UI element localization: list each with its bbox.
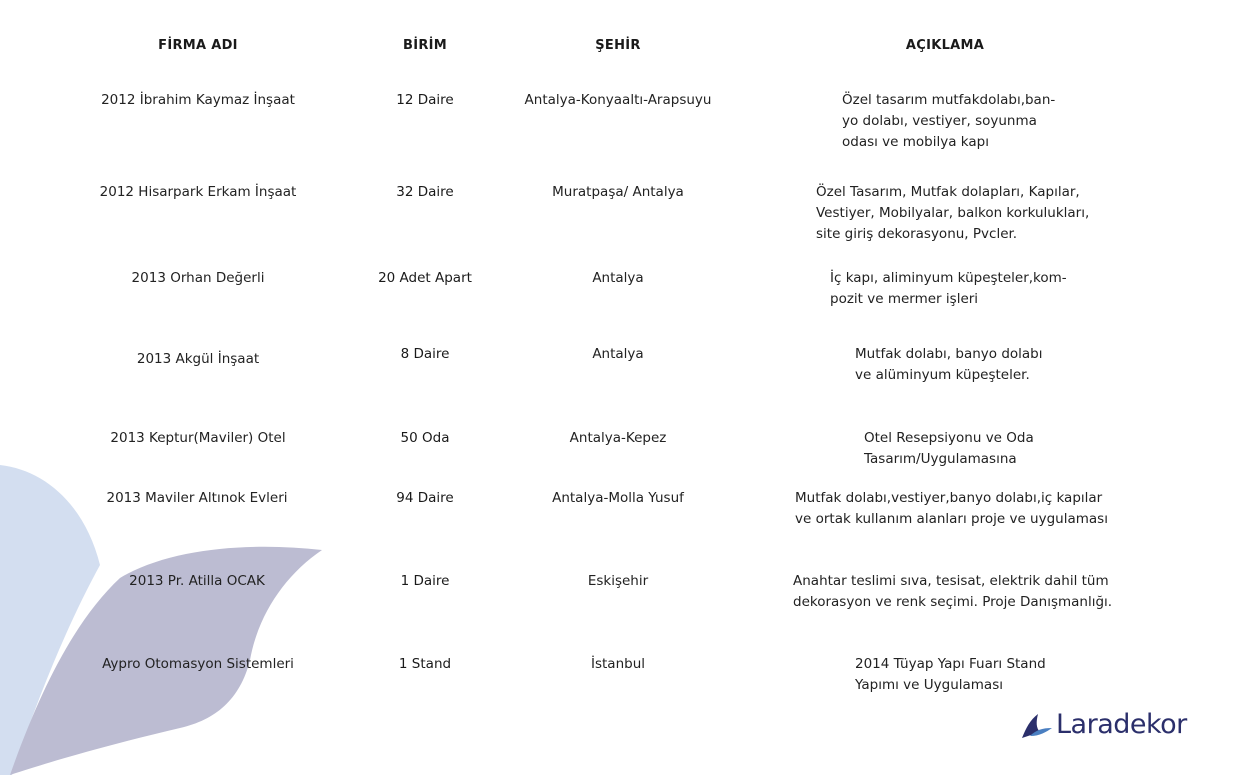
row-4-birim: 8 Daire: [400, 346, 450, 362]
header-birim: BİRİM: [402, 38, 448, 53]
row-2-firma: 2012 Hisarpark Erkam İnşaat: [99, 184, 297, 200]
row-8-firma: Aypro Otomasyon Sistemleri: [102, 656, 294, 672]
brand-logo: [1020, 708, 1187, 742]
row-6-sehir: Antalya-Molla Yusuf: [552, 490, 684, 506]
row-7-aciklama-line-1: Anahtar teslimi sıva, tesisat, elektrik dahil tüm: [793, 573, 1109, 589]
row-7-firma: 2013 Pr. Atilla OCAK: [129, 573, 265, 589]
header-aciklama: AÇIKLAMA: [905, 38, 985, 53]
row-2-aciklama-line-2: Vestiyer, Mobilyalar, balkon korkulukları,: [816, 205, 1090, 221]
row-7-sehir: Eskişehir: [587, 573, 649, 589]
row-1-birim: 12 Daire: [396, 92, 454, 108]
row-1-aciklama-line-3: odası ve mobilya kapı: [842, 134, 989, 150]
row-1-aciklama-line-2: yo dolabı, vestiyer, soyunma: [842, 113, 1037, 129]
row-2-sehir: Muratpaşa/ Antalya: [552, 184, 684, 200]
row-5-sehir: Antalya-Kepez: [569, 430, 667, 446]
row-6-aciklama-line-1: Mutfak dolabı,vestiyer,banyo dolabı,iç kapılar: [795, 490, 1103, 506]
row-7-birim: 1 Daire: [400, 573, 450, 589]
row-6-aciklama: [795, 488, 1108, 530]
row-6-firma: 2013 Maviler Altınok Evleri: [106, 490, 288, 506]
bird-wing-icon: [1020, 708, 1054, 742]
row-3-sehir: Antalya: [592, 270, 644, 286]
row-7-aciklama-line-2: dekorasyon ve renk seçimi. Proje Danışmanlığı.: [793, 594, 1113, 610]
row-5-aciklama: [864, 428, 1034, 470]
row-7-aciklama: [793, 571, 1112, 613]
row-6-birim: 94 Daire: [396, 490, 454, 506]
row-2-aciklama-line-1: Özel Tasarım, Mutfak dolapları, Kapılar,: [816, 184, 1080, 200]
row-1-firma: 2012 İbrahim Kaymaz İnşaat: [101, 92, 295, 108]
row-3-firma: 2013 Orhan Değerli: [131, 270, 265, 286]
row-8-sehir: İstanbul: [590, 656, 646, 672]
row-3-aciklama-line-2: pozit ve mermer işleri: [830, 291, 979, 307]
row-1-sehir: Antalya-Konyaaltı-Arapsuyu: [524, 92, 712, 108]
row-3-aciklama-line-1: İç kapı, aliminyum küpeşteler,kom-: [830, 270, 1067, 286]
row-4-aciklama: [855, 344, 1043, 386]
row-2-aciklama-line-3: site giriş dekorasyonu, Pvcler.: [816, 226, 1018, 242]
row-8-aciklama: [855, 654, 1046, 696]
brand-logo-text: Laradekor: [1056, 709, 1187, 740]
row-5-birim: 50 Oda: [400, 430, 450, 446]
header-firma: FİRMA ADI: [158, 38, 238, 53]
header-sehir: ŞEHİR: [595, 38, 641, 53]
row-8-aciklama-line-2: Yapımı ve Uygulaması: [855, 677, 1003, 693]
row-4-firma: 2013 Akgül İnşaat: [136, 351, 260, 367]
row-4-aciklama-line-1: Mutfak dolabı, banyo dolabı: [855, 346, 1043, 362]
row-2-aciklama: [816, 182, 1089, 245]
row-8-aciklama-line-1: 2014 Tüyap Yapı Fuarı Stand: [855, 656, 1046, 672]
row-2-birim: 32 Daire: [396, 184, 454, 200]
row-5-aciklama-line-1: Otel Resepsiyonu ve Oda: [864, 430, 1034, 446]
row-5-aciklama-line-2: Tasarım/Uygulamasına: [864, 451, 1017, 467]
row-4-aciklama-line-2: ve alüminyum küpeşteler.: [855, 367, 1030, 383]
row-5-firma: 2013 Keptur(Maviler) Otel: [110, 430, 286, 446]
row-4-sehir: Antalya: [592, 346, 644, 362]
row-3-aciklama: [830, 268, 1067, 310]
row-1-aciklama-line-1: Özel tasarım mutfakdolabı,ban-: [842, 92, 1056, 108]
row-3-birim: 20 Adet Apart: [378, 270, 472, 286]
row-6-aciklama-line-2: ve ortak kullanım alanları proje ve uygulaması: [795, 511, 1108, 527]
row-1-aciklama: [842, 90, 1055, 153]
row-8-birim: 1 Stand: [398, 656, 452, 672]
